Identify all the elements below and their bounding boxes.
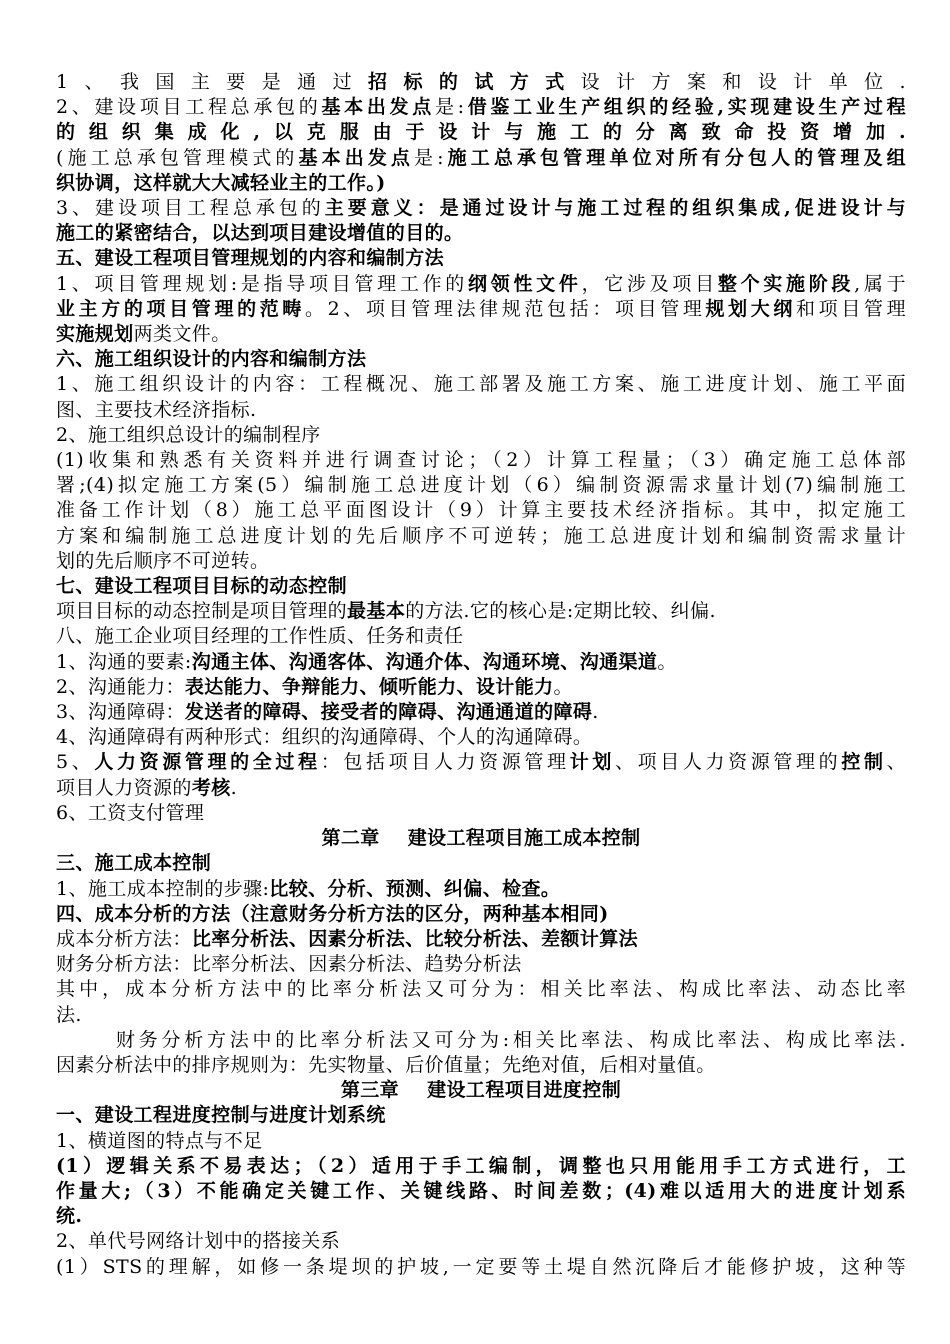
text-line: 2、施工组织总设计的编制程序 — [56, 423, 321, 446]
section-heading: 六、施工组织设计的内容和编制方法 — [56, 348, 367, 371]
text-line: 统. — [56, 1205, 83, 1228]
text-line: 财务分析方法中的比率分析法又可分为:相关比率法、构成比率法、构成比率法. — [116, 1028, 906, 1051]
text-line: 2、沟通能力：表达能力、争辩能力、倾听能力、设计能力。 — [56, 675, 573, 698]
text-line: (1)收集和熟悉有关资料并进行调查讨论；（2）计算工程量；（3）确定施工总体部 — [56, 449, 906, 472]
text-line: 5、人力资源管理的全过程：包括项目人力资源管理计划、项目人力资源管理的控制、 — [56, 751, 906, 774]
text-line: 署;(4)拟定施工方案(5）编制施工总进度计划（6）编制资源需求量计划(7)编制施工 — [56, 474, 906, 497]
text-line: 1、施工组织设计的内容：工程概况、施工部署及施工方案、施工进度计划、施工平面 — [56, 373, 906, 396]
text-line: 1、沟通的要素:沟通主体、沟通客体、沟通介体、沟通环境、沟通渠道。 — [56, 650, 677, 673]
text-line: 4、沟通障碍有两种形式：组织的沟通障碍、个人的沟通障碍。 — [56, 726, 593, 749]
text-line: 八、施工企业项目经理的工作性质、任务和责任 — [56, 625, 464, 648]
text-line: 2、单代号网络计划中的搭接关系 — [56, 1230, 341, 1253]
chapter-title: 第二章 建设工程项目施工成本控制 — [321, 827, 641, 850]
text-line: 2、建设项目工程总承包的基本出发点是:借鉴工业生产组织的经验,实现建设生产过程 — [56, 96, 906, 119]
text-line: (1）STS的理解，如修一条堤坝的护坡,一定要等土堤自然沉降后才能修护坡，这种等 — [56, 1255, 906, 1278]
section-heading: 四、成本分析的方法（注意财务分析方法的区分，两种基本相同) — [56, 902, 609, 925]
text-line: 财务分析方法：比率分析法、因素分析法、趋势分析法 — [56, 953, 522, 976]
text-line: 准备工作计划（8）施工总平面图设计（9）计算主要技术经济指标。其中，拟定施工 — [56, 499, 906, 522]
text-line: 的组织集成化,以克服由于设计与施工的分离致命投资增加. — [56, 121, 906, 144]
section-heading: 三、施工成本控制 — [56, 852, 212, 875]
text-line: 图、主要技术经济指标. — [56, 398, 257, 421]
chapter-title: 第三章 建设工程项目进度控制 — [340, 1079, 622, 1102]
section-heading: 一、建设工程进度控制与进度计划系统 — [56, 1104, 386, 1127]
text-line: 3、沟通障碍：发送者的障碍、接受者的障碍、沟通通道的障碍. — [56, 701, 599, 724]
text-line: 作量大;（3）不能确定关键工作、关键线路、时间差数；(4)难以适用大的进度计划系 — [56, 1179, 906, 1202]
text-line: 因素分析法中的排序规则为：先实物量、后价值量；先绝对值，后相对量值。 — [56, 1053, 716, 1076]
text-line: 其中，成本分析方法中的比率分析法又可分为：相关比率法、构成比率法、动态比率 — [56, 978, 906, 1001]
text-line: 施工的紧密结合，以达到项目建设增值的目的。 — [56, 222, 464, 245]
section-heading: 七、建设工程项目目标的动态控制 — [56, 575, 348, 598]
text-line: 项目目标的动态控制是项目管理的最基本的方法.它的核心是:定期比较、纠偏. — [56, 600, 716, 623]
section-heading: 五、建设工程项目管理规划的内容和编制方法 — [56, 247, 445, 270]
text-line: (1）逻辑关系不易表达；（2）适用于手工编制，调整也只用能用手工方式进行，工 — [56, 1154, 906, 1177]
text-line: 方案和编制施工总进度计划的先后顺序不可逆转；施工总进度计划和编制资需求量计 — [56, 524, 906, 547]
text-line: 实施规划两类文件。 — [56, 323, 231, 346]
text-line: 划的先后顺序不可逆转。 — [56, 549, 270, 572]
text-line: 法. — [56, 1003, 82, 1026]
text-line: 3、建设项目工程总承包的主要意义：是通过设计与施工过程的组织集成,促进设计与 — [56, 197, 906, 220]
text-line: 1、项目管理规划:是指导项目管理工作的纲领性文件，它涉及项目整个实施阶段,属于 — [56, 272, 906, 295]
text-line: 6、工资支付管理 — [56, 801, 205, 824]
text-line: 织协调，这样就大大减轻业主的工作。) — [56, 171, 386, 194]
text-line: 业主方的项目管理的范畴。2、项目管理法律规范包括：项目管理规划大纲和项目管理 — [56, 297, 906, 320]
text-line: 1、施工成本控制的步骤:比较、分析、预测、纠偏、检查。 — [56, 877, 561, 900]
text-line: 1、横道图的特点与不足 — [56, 1129, 263, 1152]
text-line: 1、我国主要是通过招标的试方式设计方案和设计单位. — [56, 71, 906, 93]
text-line: 项目人力资源的考核. — [56, 776, 238, 799]
text-line: 成本分析方法：比率分析法、因素分析法、比较分析法、差额计算法 — [56, 927, 639, 950]
text-line: (施工总承包管理模式的基本出发点是:施工总承包管理单位对所有分包人的管理及组 — [56, 146, 906, 169]
